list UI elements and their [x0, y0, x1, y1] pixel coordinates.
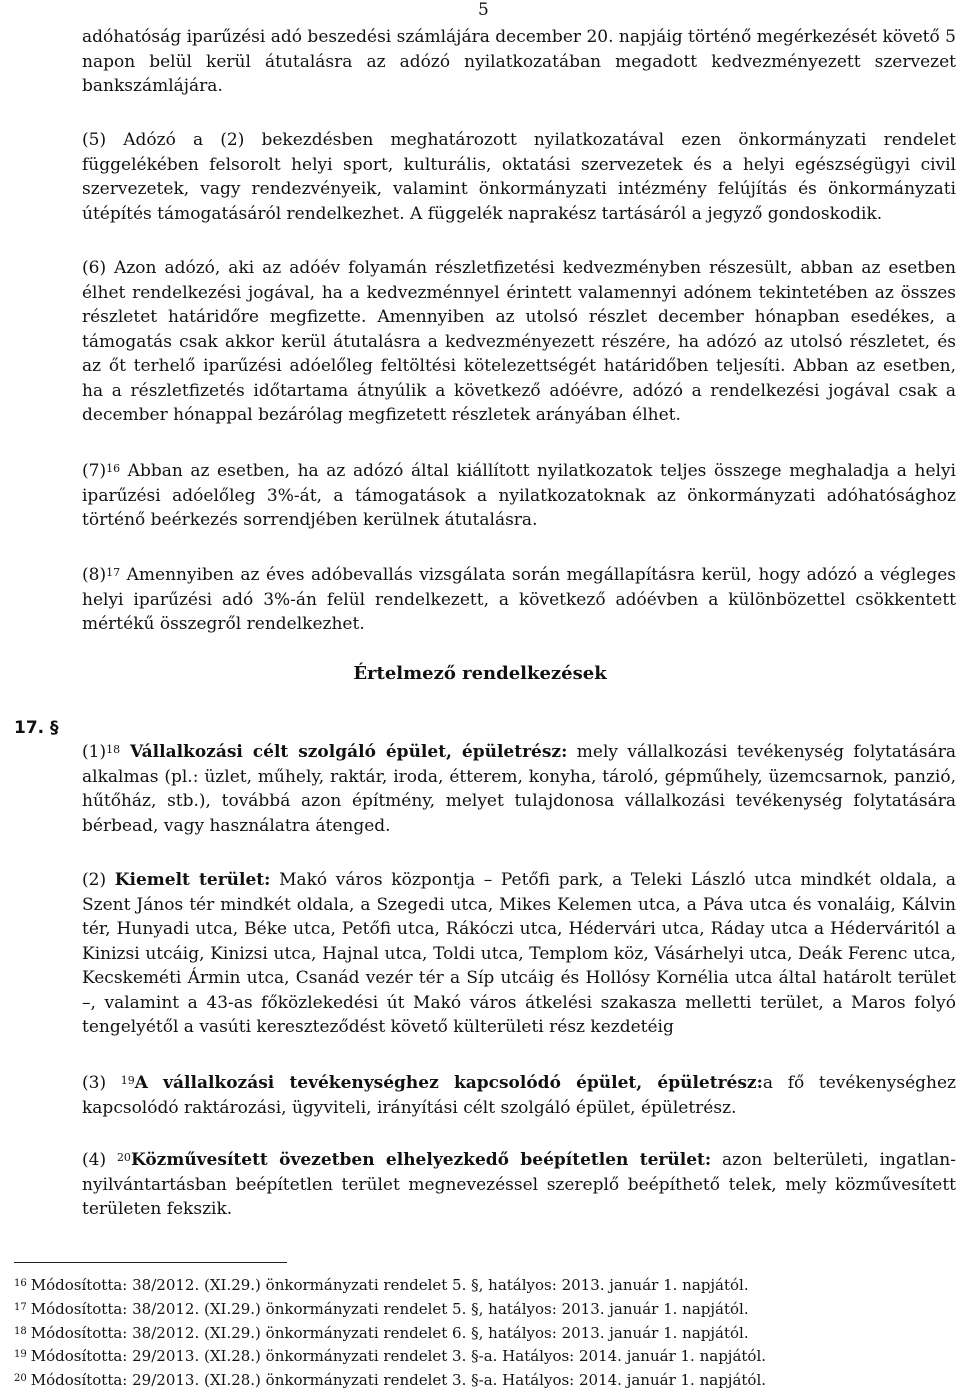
paragraph-8-text: Amennyiben az éves adóbevallás vizsgálata során megállapításra kerül, hogy adózó a végleges helyi iparűzési adó 3%-án felül rendelkezett, a következő adóévben a különbözettel csökkentett mértékű összegről rendelkezhet. — [82, 565, 956, 634]
definition-1-term: Vállalkozási célt szolgáló épület, épületrész: — [120, 742, 568, 762]
definition-3-number: (3) — [82, 1073, 121, 1093]
footnote-number: 16 — [14, 1278, 27, 1289]
footnote-list — [14, 1274, 944, 1393]
definition-2-text: Makó város központja – Petőfi park, a Teleki László utca mindkét oldala, a Szent János tér mindkét oldala, a Szegedi utca, Mikes Kelemen utca, a Páva utca és vonaláig, Kálvin tér, Hunyadi utca, Béke utca, Petőfi utca, Rákóczi utca, Hédervári utca, Ráday utca a Héderváritól a Kinizsi utcáig, Kinizsi utca, Hajnal utca, Toldi utca, Templom köz, Vásárhelyi utca, Deák Ferenc utca, Kecskeméti Ármin utca, Csanád vezér tér a Síp utcáig és Hollósy Kornélia utca által határolt terület –, valamint a 43-as főközlekedési út Makó város átkelési szakasza melletti terület, a Maros folyó tengelyétől a vasúti kereszteződést követő külterületi rész kezdetéig — [82, 870, 957, 1037]
definition-1-number: (1) — [82, 742, 107, 762]
paragraph-7 — [82, 459, 956, 533]
footnote-ref-19[interactable]: 19 — [120, 1074, 135, 1087]
paragraph-7-text: Abban az esetben, ha az adózó által kiállított nyilatkozatok teljes összege meghaladja a helyi iparűzési adóelőleg 3%-át, a támogatások a nyilatkozatoknak az önkormányzati adóhatósághoz történő beérkezés sorrendjében kerülnek átutalásra. — [82, 461, 956, 530]
footnote-text: Módosította: 38/2012. (XI.29.) önkormányzati rendelet 6. §, hatályos: 2013. január 1. napjától. — [30, 1323, 749, 1342]
section-number: 17. § — [14, 718, 59, 738]
footnote-text: Módosította: 29/2013. (XI.28.) önkormányzati rendelet 3. §-a. Hatályos: 2014. január 1. napjától. — [30, 1347, 767, 1366]
paragraph-continuation: adóhatóság iparűzési adó beszedési számlájára december 20. napjáig történő megérkezését követő 5 napon belül kerül átutalásra az adózó nyilatkozatában megadott kedvezményezett szervezet bankszámlájára. — [82, 27, 956, 96]
definition-3-text: a fő tevékenységhez kapcsolódó raktározási, ügyviteli, irányítási célt szolgáló épület, épületrész. — [82, 1073, 957, 1118]
footnote-17 — [14, 1298, 944, 1322]
definition-3-term: A vállalkozási tevékenységhez kapcsolódó épület, épületrész: — [134, 1073, 763, 1093]
definition-2-term: Kiemelt terület: — [114, 870, 271, 890]
paragraph-6: (6) Azon adózó, aki az adóév folyamán részletfizetési kedvezményben részesült, abban az esetben élhet rendelkezési jogával, ha a kedvezménnyel érintett valamennyi adónem tekintetében az összes részletet határidőre megfizette. Amennyiben az utolsó részlet december hónapban esedékes, a támogatás csak akkor kerül átutalásra a kedvezményezett részére, ha adózó az utolsó részletet, és az őt terhelő iparűzési adóelőleg feltöltési kötelezettségét határidőben teljesíti. Abban az esetben, ha a részletfizetés időtartama átnyúlik a következő adóévre, adózó a rendelkezési jogával csak a december hónappal bezárólag megfizetett részletek arányában élhet. — [82, 258, 956, 425]
footnote-ref-18[interactable]: 18 — [106, 743, 121, 756]
definition-3 — [82, 1071, 956, 1120]
definition-4-term: Közművesített övezetben elhelyezkedő beépítetlen terület: — [130, 1150, 712, 1170]
footnote-text: Módosította: 29/2013. (XI.28.) önkormányzati rendelet 3. §-a. Hatályos: 2014. január 1. napjától. — [30, 1371, 767, 1390]
footnote-number: 19 — [14, 1349, 27, 1361]
footnote-separator — [14, 1262, 287, 1263]
footnote-20 — [14, 1369, 944, 1393]
definition-2 — [82, 868, 956, 1040]
footnote-ref-20[interactable]: 20 — [116, 1151, 131, 1164]
footnote-number: 17 — [14, 1301, 27, 1313]
paragraph-5: (5) Adózó a (2) bekezdésben meghatározott nyilatkozatával ezen önkormányzati rendelet függelékében felsorolt helyi sport, kulturális, oktatási szervezetek és a helyi egészségügyi civil szervezetek, vagy rendezvényeik, valamint önkormányzati intézmény felújítás és önkormányzati útépítés támogatásáról rendelkezhet. A függelék naprakész tartásáról a jegyző gondoskodik. — [82, 130, 956, 224]
paragraph-7-number: (7) — [82, 461, 107, 481]
definition-2-number: (2) — [82, 870, 115, 890]
paragraph-8 — [82, 563, 956, 637]
footnote-19 — [14, 1345, 944, 1369]
page-number: 5 — [478, 0, 489, 20]
section-heading: Értelmező rendelkezések — [353, 663, 607, 684]
footnote-ref-16[interactable]: 16 — [106, 462, 121, 475]
definition-4-number: (4) — [82, 1150, 117, 1170]
footnote-number: 18 — [14, 1325, 27, 1337]
footnote-text: Módosította: 38/2012. (XI.29.) önkormányzati rendelet 5. §, hatályos: 2013. január 1. napjától. — [30, 1276, 749, 1294]
footnote-16 — [14, 1274, 944, 1298]
paragraph-8-number: (8) — [82, 565, 107, 585]
definition-4-text: azon belterületi, ingatlan-nyilvántartásban beépítetlen terület megnevezéssel szereplő beépíthető telek, mely közművesített területen fekszik. — [82, 1150, 956, 1219]
footnote-ref-17[interactable]: 17 — [106, 566, 121, 579]
definition-1-text: mely vállalkozási tevékenység folytatására alkalmas (pl.: üzlet, műhely, raktár, iroda, étterem, konyha, tároló, gépműhely, üzemcsarnok, panzió, hűtőház, stb.), továbbá azon építmény, melyet tulajdonosa vállalkozási tevékenység folytatására bérbead, vagy használatra átenged. — [82, 742, 956, 836]
footnote-number: 20 — [14, 1373, 27, 1385]
definition-4 — [82, 1148, 956, 1222]
definition-1 — [82, 740, 956, 838]
footnote-18 — [14, 1322, 944, 1346]
footnote-text: Módosította: 38/2012. (XI.29.) önkormányzati rendelet 5. §, hatályos: 2013. január 1. napjától. — [30, 1299, 749, 1318]
